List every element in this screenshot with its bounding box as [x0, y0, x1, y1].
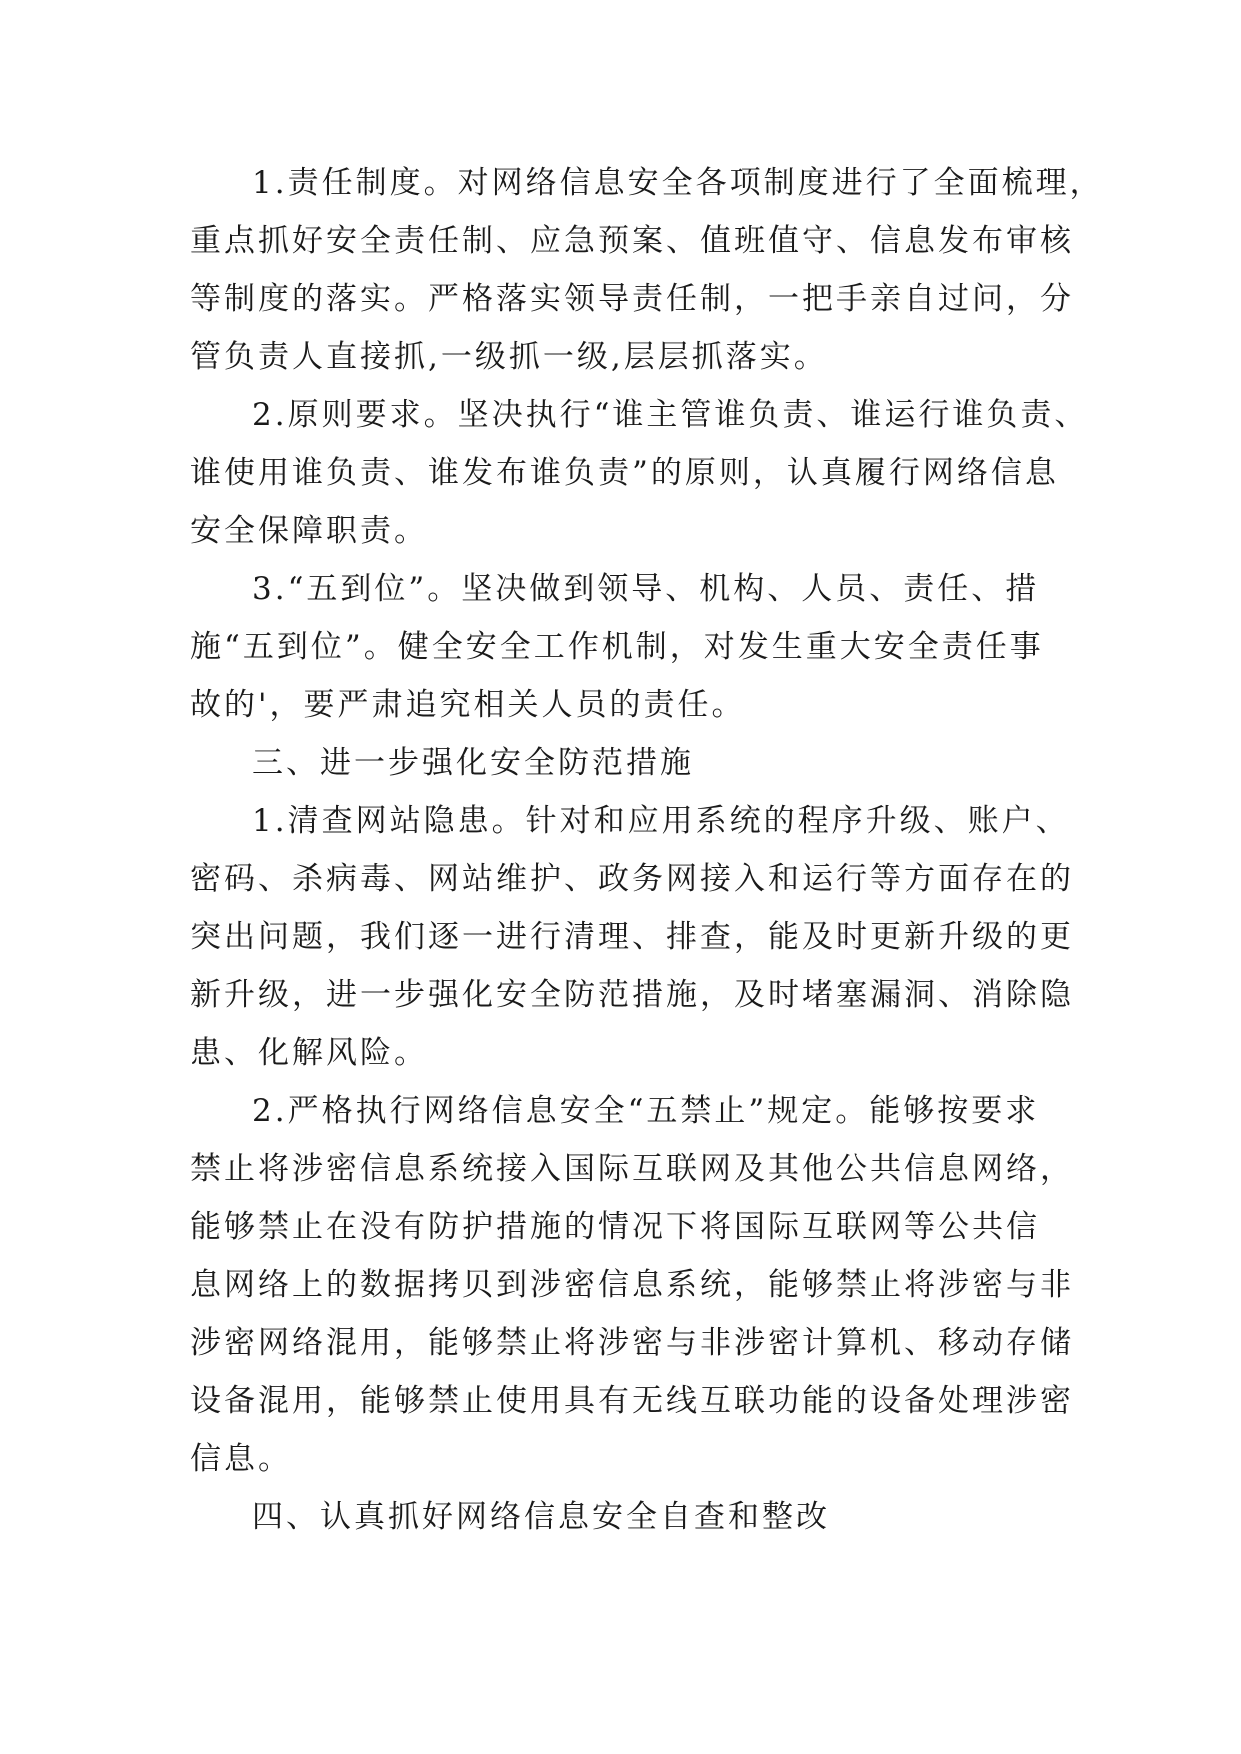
- text-line: 安全保障职责。: [190, 513, 428, 549]
- text-line: 设备混用，能够禁止使用具有无线互联功能的设备处理涉密: [190, 1383, 1074, 1419]
- text-line: 管负责人直接抓,一级抓一级,层层抓落实。: [190, 339, 828, 375]
- section-heading: 四、认真抓好网络信息安全自查和整改: [252, 1499, 830, 1535]
- text-line: 施“五到位”。健全安全工作机制，对发生重大安全责任事: [190, 629, 1044, 665]
- text-line: 1.清查网站隐患。针对和应用系统的程序升级、账户、: [252, 803, 1070, 839]
- text-line: 息网络上的数据拷贝到涉密信息系统，能够禁止将涉密与非: [190, 1267, 1074, 1303]
- text-line: 禁止将涉密信息系统接入国际互联网及其他公共信息网络，: [190, 1151, 1074, 1187]
- text-line: 信息。: [190, 1441, 292, 1477]
- text-line: 等制度的落实。严格落实领导责任制，一把手亲自过问，分: [190, 281, 1074, 317]
- text-line: 新升级，进一步强化安全防范措施，及时堵塞漏洞、消除隐: [190, 977, 1074, 1013]
- text-line: 密码、杀病毒、网站维护、政务网接入和运行等方面存在的: [190, 861, 1074, 897]
- text-line: 涉密网络混用，能够禁止将涉密与非涉密计算机、移动存储: [190, 1325, 1074, 1361]
- text-line: 3.“五到位”。坚决做到领导、机构、人员、责任、措: [252, 571, 1040, 607]
- text-line: 重点抓好安全责任制、应急预案、值班值守、信息发布审核: [190, 223, 1074, 259]
- text-line: 2.原则要求。坚决执行“谁主管谁负责、谁运行谁负责、: [252, 397, 1089, 433]
- text-line: 突出问题，我们逐一进行清理、排查，能及时更新升级的更: [190, 919, 1074, 955]
- text-line: 1.责任制度。对网络信息安全各项制度进行了全面梳理，: [252, 165, 1104, 201]
- section-heading: 三、进一步强化安全防范措施: [252, 745, 694, 781]
- text-line: 能够禁止在没有防护措施的情况下将国际互联网等公共信: [190, 1209, 1040, 1245]
- text-line: 谁使用谁负责、谁发布谁负责”的原则，认真履行网络信息: [190, 455, 1059, 491]
- text-line: 患、化解风险。: [190, 1035, 428, 1071]
- text-line: 故的'，要严肃追究相关人员的责任。: [190, 687, 746, 723]
- document-body: [190, 154, 1104, 1546]
- text-line: 2.严格执行网络信息安全“五禁止”规定。能够按要求: [252, 1093, 1040, 1129]
